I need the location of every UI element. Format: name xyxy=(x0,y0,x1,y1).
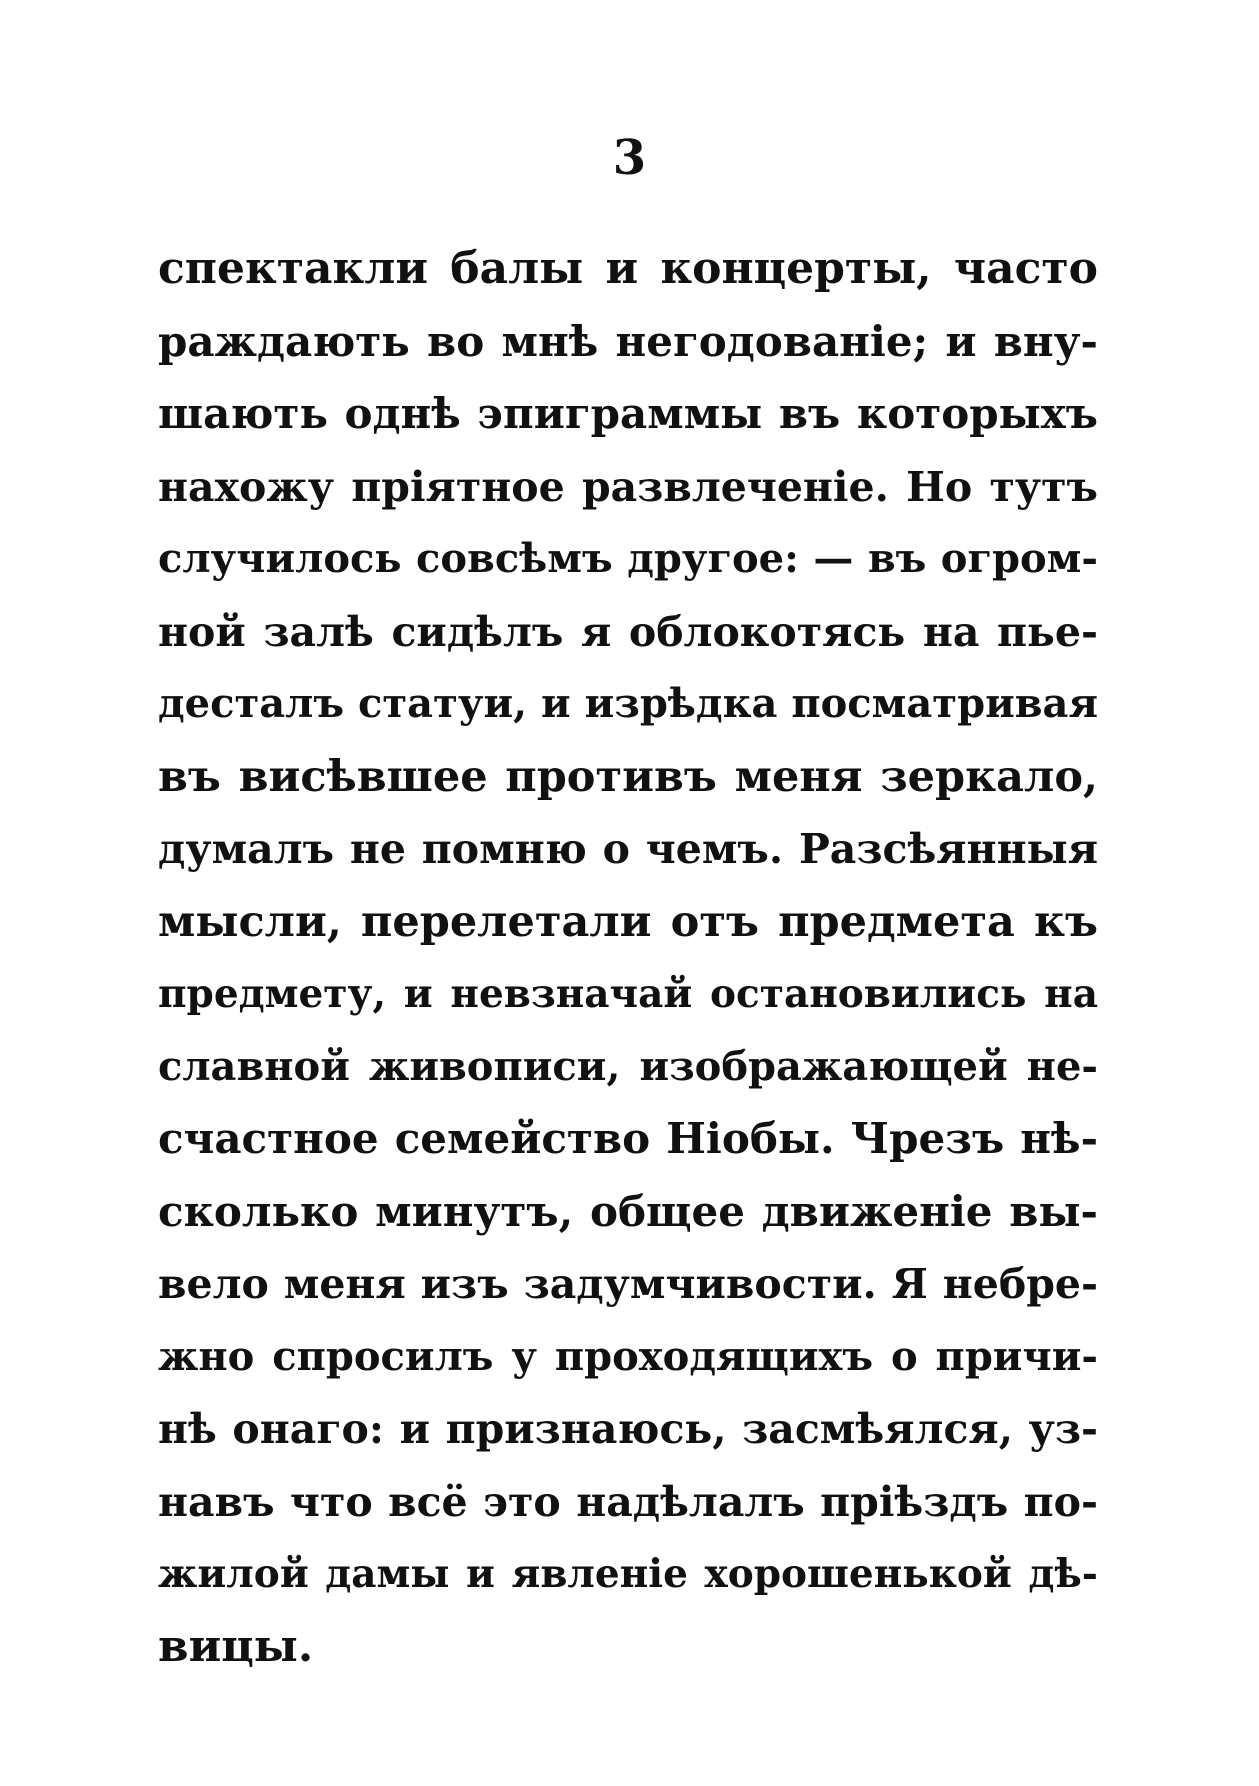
text-line: спектакли балы и концерты, часто xyxy=(158,243,1098,294)
text-line: счастное семейство Ніобы. Чрезъ нѣ- xyxy=(158,1114,1098,1163)
text-line: предмету, и невзначай остановились на xyxy=(158,971,1098,1017)
text-line: случилось совсѣмъ другое: — въ огром- xyxy=(158,535,1098,582)
body-text xyxy=(158,233,1098,1683)
text-line: мысли, перелетали отъ предмета къ xyxy=(158,896,1098,947)
text-line: десталъ статуи, и изрѣдка посматривая xyxy=(158,680,1098,727)
text-line: ной залѣ сидѣлъ я облокотясь на пье- xyxy=(158,607,1098,656)
text-line: жилой дамы и явленіе хорошенькой дѣ- xyxy=(158,1551,1098,1597)
text-line: нахожу пріятное развлеченіе. Но тутъ xyxy=(158,462,1098,511)
text-line: думалъ не помню о чемъ. Разсѣянныя xyxy=(158,825,1098,873)
text-line: въ висѣвшее противъ меня зеркало, xyxy=(158,751,1098,802)
text-line: шають однѣ эпиграммы въ которыхъ xyxy=(158,389,1098,438)
text-line: навъ что всё это надѣлалъ пріѣздъ по- xyxy=(158,1477,1098,1526)
text-line: нѣ онаго: и признаюсь, засмѣялся, уз- xyxy=(158,1405,1098,1453)
text-line: сколько минутъ, общее движеніе вы- xyxy=(158,1186,1098,1236)
text-line: славной живописи, изображающей не- xyxy=(158,1042,1098,1090)
text-line: раждають во мнѣ негодованіе; и вну- xyxy=(158,316,1098,366)
page-number: 3 xyxy=(612,130,647,186)
text-line: жно спросилъ у проходящихъ о причи- xyxy=(158,1332,1098,1380)
text-line: вицы. xyxy=(158,1620,314,1672)
text-line: вело меня изъ задумчивости. Я небре- xyxy=(158,1260,1098,1308)
